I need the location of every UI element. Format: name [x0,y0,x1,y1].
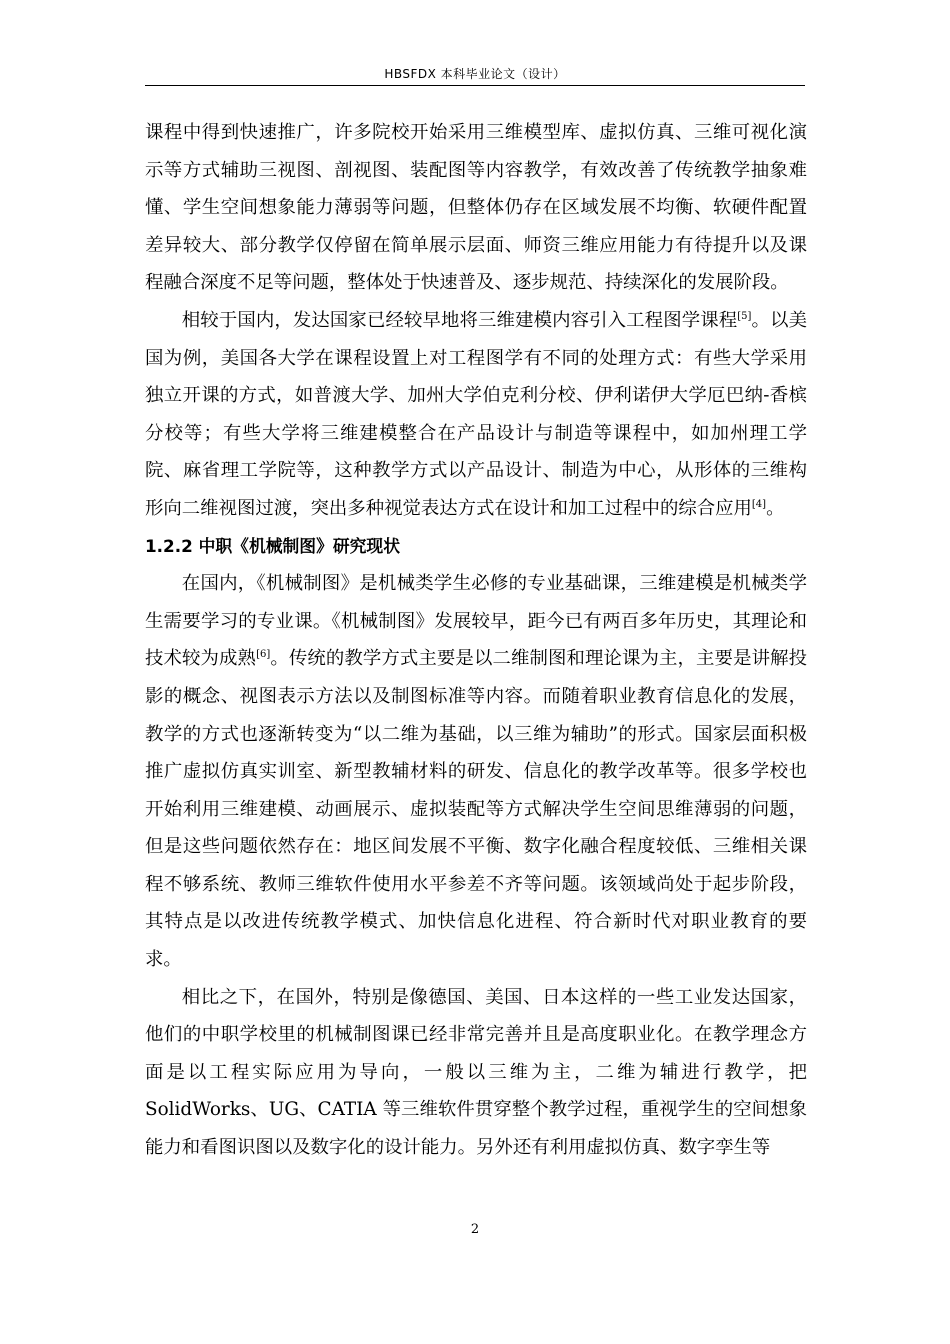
document-body [145,114,807,1167]
paragraph-continued [145,114,807,302]
paragraph-text: 在国内，《机械制图》是机械类学生必修的专业基础课，三维建模是机械类学生需要学习的专业课。《机械制图》发展较早，距今已有两百多年历史，其理论和技术较为成熟 [145,573,807,670]
page-number: 2 [470,1222,480,1237]
paragraph-text: 。 [766,497,785,519]
citation-ref: [4] [751,498,767,510]
citation-ref: [5] [737,310,752,322]
paragraph-text: 课程中得到快速推广，许多院校开始采用三维模型库、虚拟仿真、三维可视化演示等方式辅助三视图、剖视图、装配图等内容教学，有效改善了传统教学抽象难懂、学生空间想象能力薄弱等问题，但整体仍存在区域发展不均衡、软硬件配置差异较大、部分教学仅停留在简单展示层面、师资三维应用能力有待提升以及课程融合深度不足等问题，整体处于快速普及、逐步规范、持续深化的发展阶段。 [145,122,807,294]
paragraph-foreign-comparison [145,302,807,528]
citation-ref: [6] [256,649,271,661]
paragraph-domestic-status [145,565,807,979]
paragraph-text: 相比之下，在国外，特别是像德国、美国、日本这样的一些工业发达国家，他们的中职学校里的机械制图课已经非常完善并且是高度职业化。在教学理念方面是以工程实际应用为导向，一般以三维为主，二维为辅进行教学，把SolidWorks、UG、CATIA 等三维软件贯穿整个教学过程，重视学生的空间想象能力和看图识图以及数字化的设计能力。另外还有利用虚拟仿真、数字孪生等 [145,986,807,1159]
paragraph-text: 。以美国为例，美国各大学在课程设置上对工程图学有不同的处理方式：有些大学采用独立开课的方式，如普渡大学、加州大学伯克利分校、伊利诺伊大学厄巴纳-香槟分校等；有些大学将三维建模整合在产品设计与制造等课程中，如加州理工学院、麻省理工学院等，这种教学方式以产品设计、制造为中心，从形体的三维构形向二维视图过渡，突出多种视觉表达方式在设计和加工过程中的综合应用 [145,309,807,519]
paragraph-text: 。传统的教学方式主要是以二维制图和理论课为主，主要是讲解投影的概念、视图表示方法以及制图标准等内容。而随着职业教育信息化的发展，教学的方式也逐渐转变为“以二维为基础，以三维为辅助”的形式。国家层面积极推广虚拟仿真实训室、新型教辅材料的研发、信息化的教学改革等。很多学校也开始利用三维建模、动画展示、虚拟装配等方式解决学生空间思维薄弱的问题，但是这些问题依然存在：地区间发展不平衡、数字化融合程度较低、三维相关课程不够系统、教师三维软件使用水平参差不齐等问题。该领域尚处于起步阶段，其特点是以改进传统教学模式、加快信息化进程、符合新时代对职业教育的要求。 [145,648,807,971]
paragraph-foreign-status [145,979,807,1167]
header-rule [145,85,805,86]
section-heading: 1.2.2 中职《机械制图》研究现状 [145,535,400,556]
paragraph-text: 相较于国内，发达国家已经较早地将三维建模内容引入工程图学课程 [181,309,738,331]
page-header: HBSFDX 本科毕业论文（设计） [384,67,566,81]
